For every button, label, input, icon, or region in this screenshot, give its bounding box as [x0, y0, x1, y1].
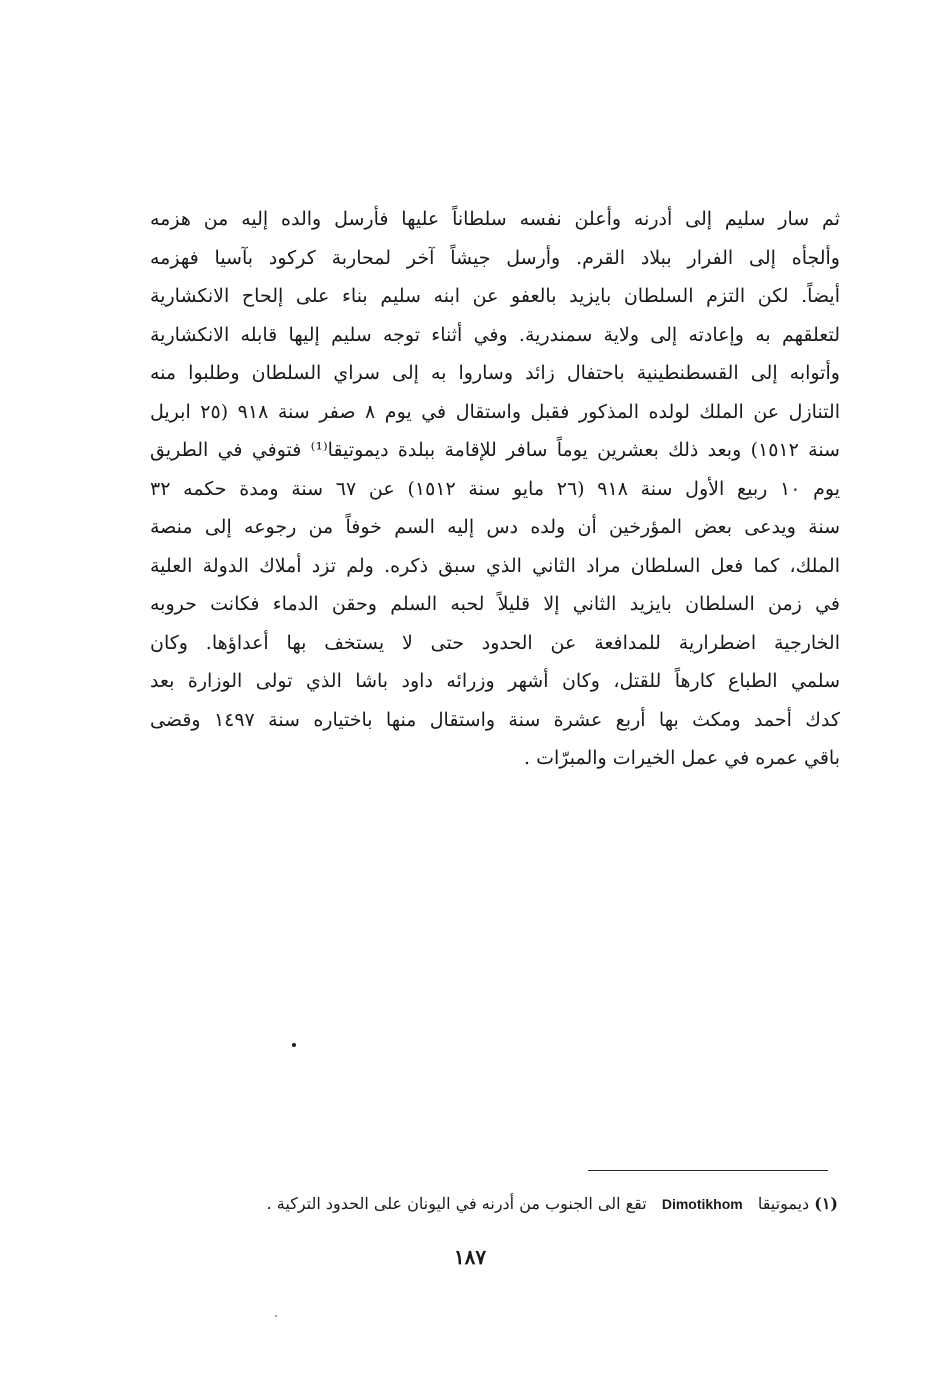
footnote-marker: (١) [814, 1194, 838, 1213]
text-line: أيضاً. لكن التزم السلطان بايزيد بالعفو عن ابنه سليم بناء على إلحاح الانكشارية [150, 285, 840, 307]
text-line: كدك أحمد ومكث بها أربع عشرة سنة واستقال منها باختياره سنة ١٤٩٧ وقضى [150, 708, 840, 731]
text-line: الملك، كما فعل السلطان مراد الثاني الذي سبق ذكره. ولم تزد أملاك الدولة العلية [150, 554, 840, 577]
text-line: وأتوابه إلى القسطنطينية باحتفال زائد وساروا به إلى سراي السلطان وطلبوا منه [150, 362, 840, 384]
text-line: ثم سار سليم إلى أدرنه وأعلن نفسه سلطاناً عليها فأرسل والده إليه من هزمه [150, 208, 840, 230]
text-line: في زمن السلطان بايزيد الثاني إلا قليلاً لحبه السلم وحقن الدماء فكانت حروبه [150, 593, 840, 615]
print-speck [275, 1315, 277, 1317]
main-text-block [150, 200, 840, 778]
text-line: سنة ويدعى بعض المؤرخين أن ولده دس إليه السم خوفاً من رجوعه إلى منصة [150, 516, 840, 538]
page-number: ١٨٧ [453, 1245, 487, 1269]
text-line: التنازل عن الملك لولده المذكور فقبل واستقال في يوم ٨ صفر سنة ٩١٨ (٢٥ ابريل [150, 400, 840, 423]
footnote [138, 1190, 838, 1218]
print-speck [292, 1043, 296, 1047]
text-line: يوم ١٠ ربيع الأول سنة ٩١٨ (٢٦ مايو سنة ١٥١٢) عن ٦٧ سنة ومدة حكمه ٣٢ [150, 477, 840, 500]
text-line: سلمي الطباع كارهاً للقتل، وكان أشهر وزرائه داود باشا الذي تولى الوزارة بعد [150, 670, 840, 692]
footnote-text: تقع الى الجنوب من أدرنه في اليونان على الحدود التركية . [266, 1194, 647, 1213]
text-line: لتعلقهم به وإعادته إلى ولاية سمندرية. وفي أثناء توجه سليم إليها قابله الانكشارية [150, 323, 840, 346]
text-line-last: باقي عمره في عمل الخيرات والمبرّات . [524, 747, 840, 769]
footnote-separator [588, 1170, 828, 1171]
text-line: سنة ١٥١٢) وبعد ذلك بعشرين يوماً سافر للإقامة ببلدة ديموتيقا⁽¹⁾ فتوفي في الطريق [150, 439, 840, 461]
text-line: الخارجية اضطرارية للمدافعة عن الحدود حتى لا يستخف بها أعداؤها. وكان [150, 631, 840, 654]
footnote-term: ديموتيقا [757, 1194, 810, 1213]
text-line: وألجأه إلى الفرار ببلاد القرم. وأرسل جيشاً آخر لمحاربة كركود بآسيا فهزمه [150, 246, 840, 269]
footnote-latin-term: Dimotikhom [661, 1196, 743, 1212]
